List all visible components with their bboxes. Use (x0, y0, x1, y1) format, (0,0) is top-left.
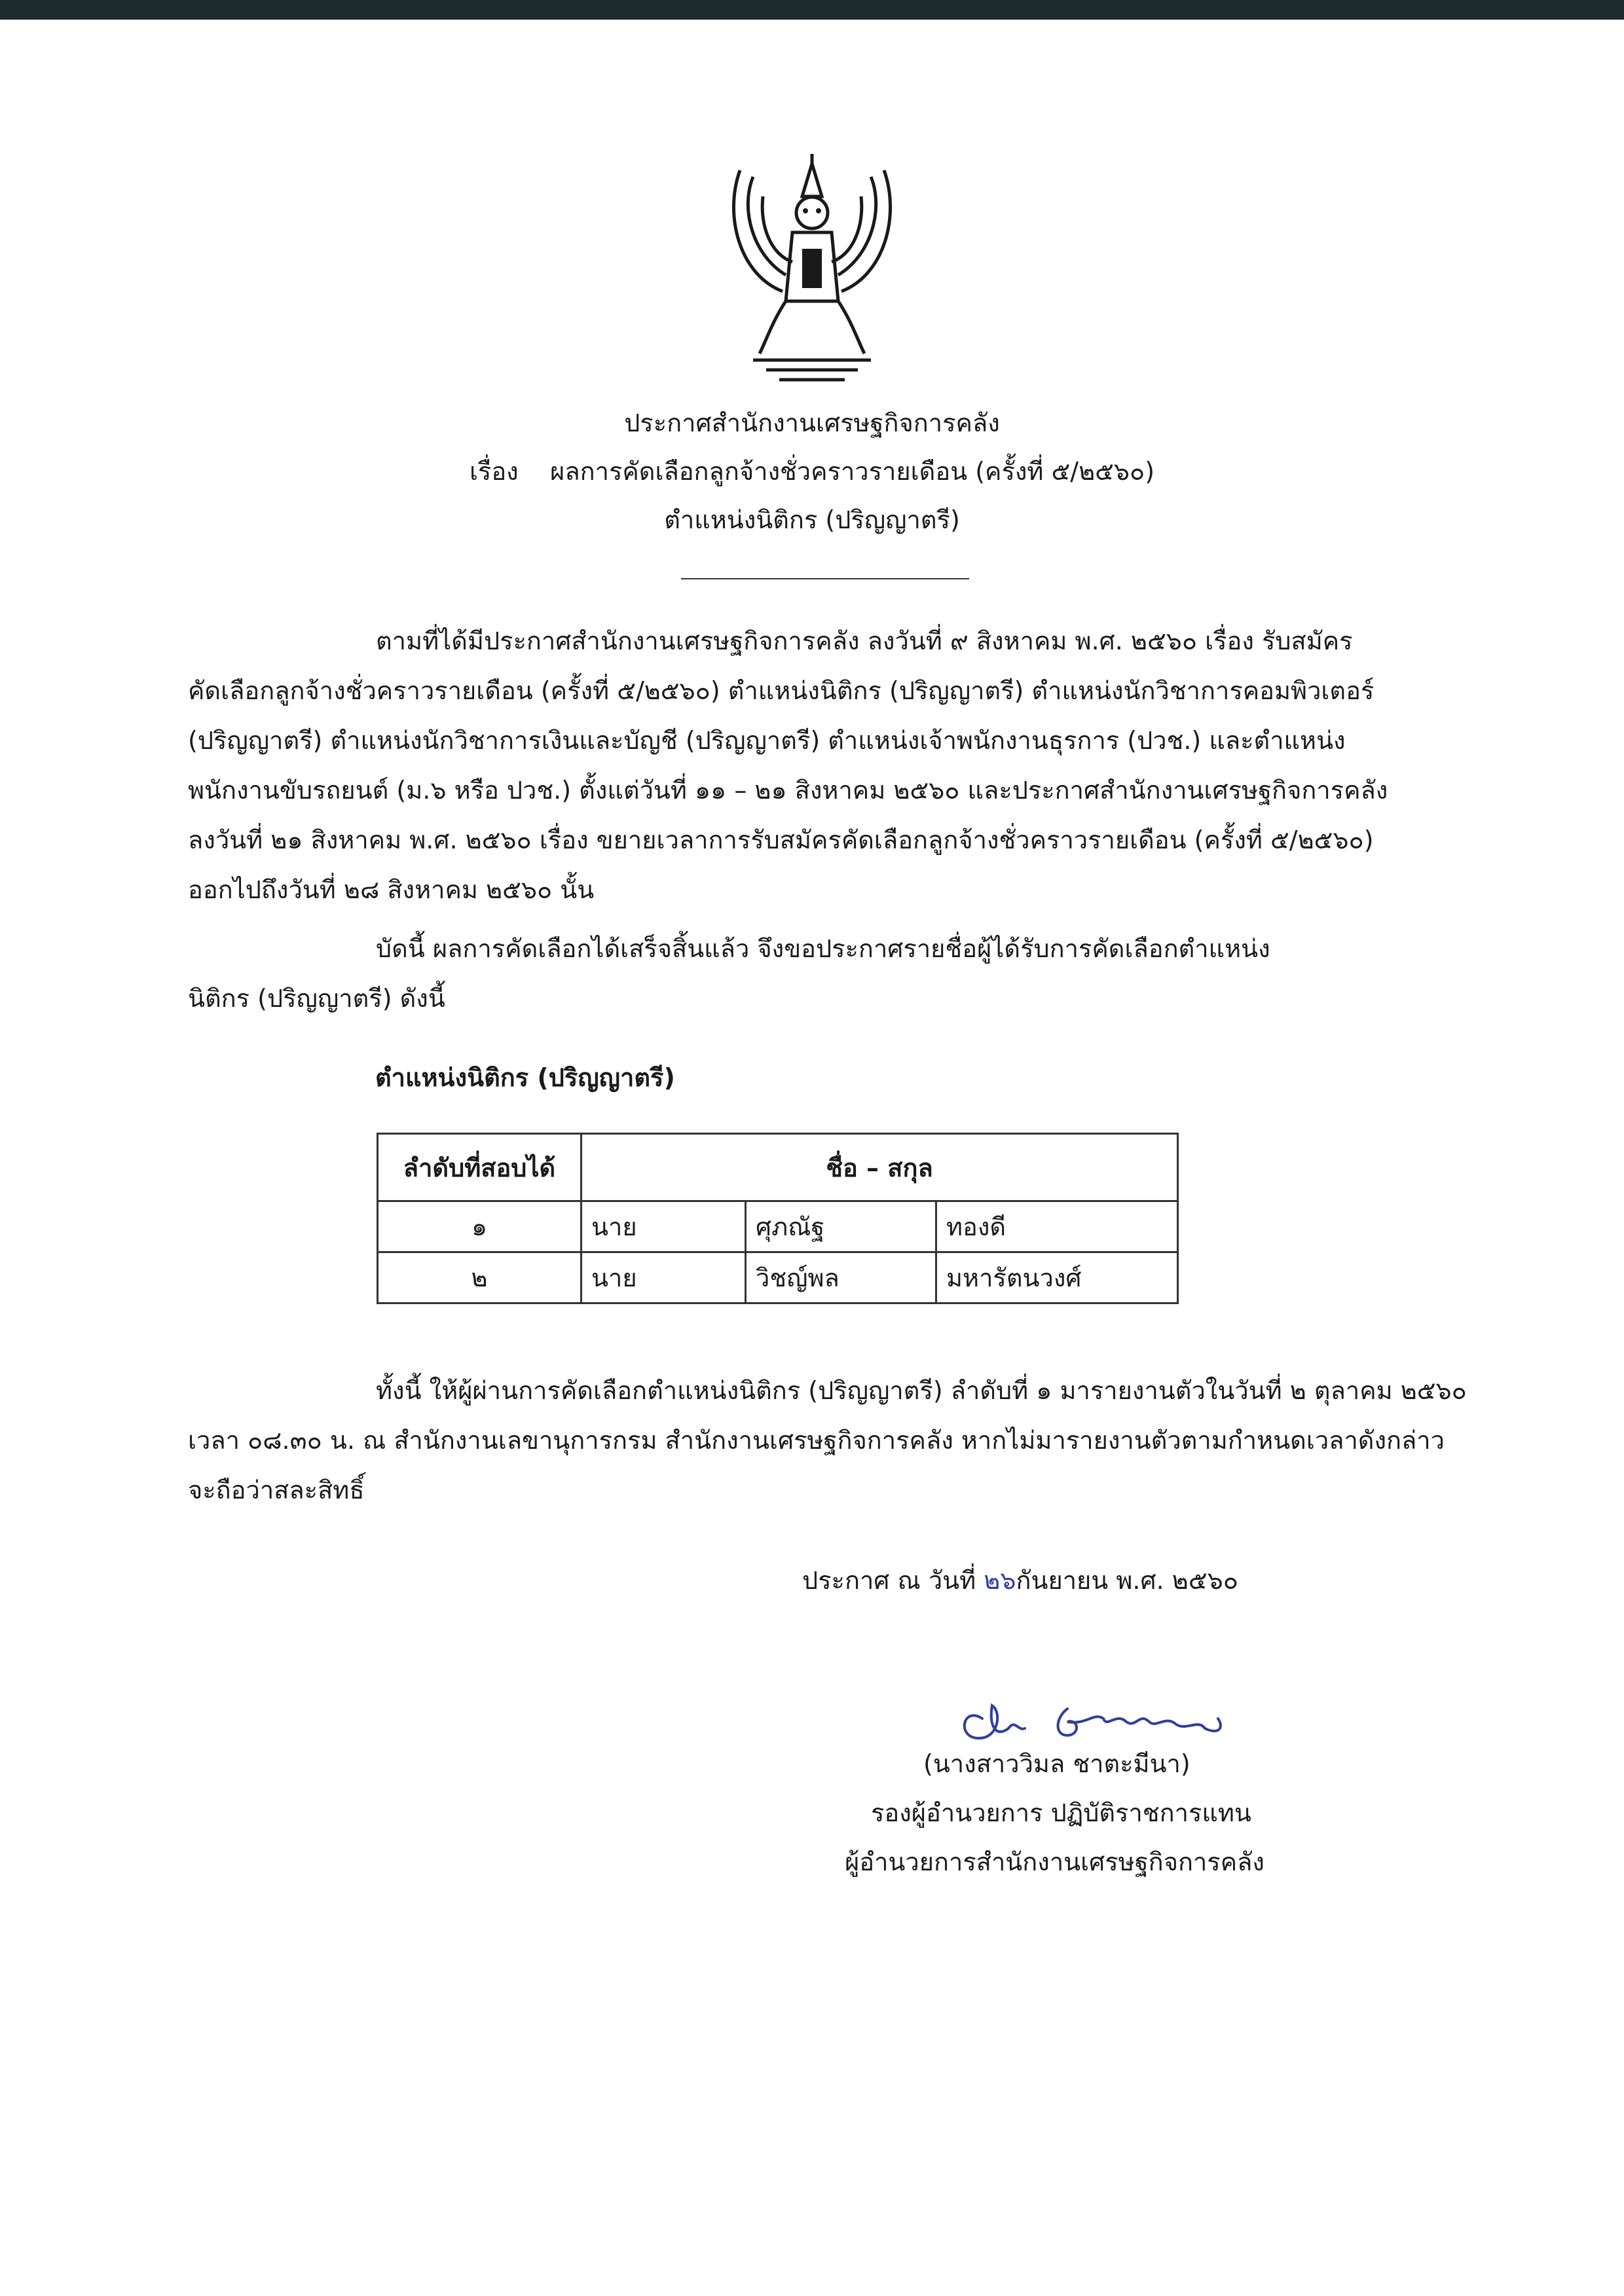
date-rest: กันยายน พ.ศ. ๒๕๖๐ (1016, 1566, 1238, 1595)
rank-cell: ๑ (378, 1201, 581, 1252)
paragraph-line: (ปริญญาตรี) ตำแหน่งนักวิชาการเงินและบัญชี (ปริญญาตรี) ตำแหน่งเจ้าพนักงานธุรการ (ปวช.) และตำแหน่ง (188, 726, 1346, 755)
garuda-emblem-icon (714, 151, 910, 393)
prefix-cell: นาย (581, 1201, 746, 1252)
section-heading: ตำแหน่งนิติกร (ปริญญาตรี) (375, 1063, 675, 1092)
paragraph-line: เวลา ๐๘.๓๐ น. ณ สำนักงานเลขานุการกรม สำนักงานเศรษฐกิจการคลัง หากไม่มารายงานตัวตามกำหนดเวลาดังกล่าว (188, 1426, 1445, 1455)
title-divider (681, 578, 969, 579)
table-row (378, 1201, 1178, 1252)
document-subject (0, 456, 1624, 487)
signer-title-line1: รองผู้อำนวยการ ปฏิบัติราชการแทน (871, 1798, 1251, 1827)
date-prefix: ประกาศ ณ วันที่ (802, 1566, 976, 1595)
document-title: ประกาศสำนักงานเศรษฐกิจการคลัง (624, 409, 1000, 437)
paragraph-line: พนักงานขับรถยนต์ (ม.๖ หรือ ปวช.) ตั้งแต่วันที่ ๑๑ – ๒๑ สิงหาคม ๒๕๖๐ และประกาศสำนักงานเศรษฐกิจการคลัง (188, 776, 1388, 805)
results-table (377, 1133, 1179, 1304)
first-name-cell: วิชญ์พล (746, 1252, 936, 1303)
scan-top-border (0, 0, 1624, 20)
paragraph-line: บัดนี้ ผลการคัดเลือกได้เสร็จสิ้นแล้ว จึงขอประกาศรายชื่อผู้ได้รับการคัดเลือกตำแหน่ง (376, 934, 1270, 963)
rank-cell: ๒ (378, 1252, 581, 1303)
paragraph-line: ตามที่ได้มีประกาศสำนักงานเศรษฐกิจการคลัง ลงวันที่ ๙ สิงหาคม พ.ศ. ๒๕๖๐ เรื่อง รับสมัคร (376, 627, 1353, 655)
paragraph-line: จะถือว่าสละสิทธิ์ (188, 1476, 365, 1504)
signer-name: (นางสาววิมล ชาตะมีนา) (923, 1749, 1190, 1778)
table-row (378, 1252, 1178, 1303)
subject-label: เรื่อง (469, 457, 519, 486)
prefix-cell: นาย (581, 1252, 746, 1303)
paragraph-line: ทั้งนี้ ให้ผู้ผ่านการคัดเลือกตำแหน่งนิติกร (ปริญญาตรี) ลำดับที่ ๑ มารายงานตัวในวันที่ ๒ ตุลาคม ๒๕๖๐ (376, 1376, 1467, 1405)
paragraph-line: นิติกร (ปริญญาตรี) ดังนี้ (188, 984, 445, 1013)
last-name-cell: ทองดี (936, 1201, 1178, 1252)
document-position: ตำแหน่งนิติกร (ปริญญาตรี) (664, 505, 960, 534)
announcement-date (802, 1565, 1238, 1596)
paragraph-line: ลงวันที่ ๒๑ สิงหาคม พ.ศ. ๒๕๖๐ เรื่อง ขยายเวลาการรับสมัครคัดเลือกลูกจ้างชั่วคราวรายเดือน (ครั้งที่ ๕/๒๕๖๐) (188, 826, 1374, 854)
date-day-handwritten: ๒๖ (984, 1566, 1016, 1595)
paragraph-line: ออกไปถึงวันที่ ๒๘ สิงหาคม ๒๕๖๐ นั้น (188, 875, 595, 904)
subject-text: ผลการคัดเลือกลูกจ้างชั่วคราวรายเดือน (ครั้งที่ ๕/๒๕๖๐) (550, 457, 1155, 486)
first-name-cell: ศุภณัฐ (746, 1201, 936, 1252)
rank-header: ลำดับที่สอบได้ (378, 1134, 581, 1201)
last-name-cell: มหารัตนวงศ์ (936, 1252, 1178, 1303)
signer-title-line2: ผู้อำนวยการสำนักงานเศรษฐกิจการคลัง (845, 1848, 1264, 1876)
paragraph-line: คัดเลือกลูกจ้างชั่วคราวรายเดือน (ครั้งที่ ๕/๒๕๖๐) ตำแหน่งนิติกร (ปริญญาตรี) ตำแหน่งนักวิชาการคอมพิวเตอร์ (188, 676, 1375, 705)
table-header-row (378, 1134, 1178, 1201)
name-header: ชื่อ – สกุล (581, 1134, 1178, 1201)
